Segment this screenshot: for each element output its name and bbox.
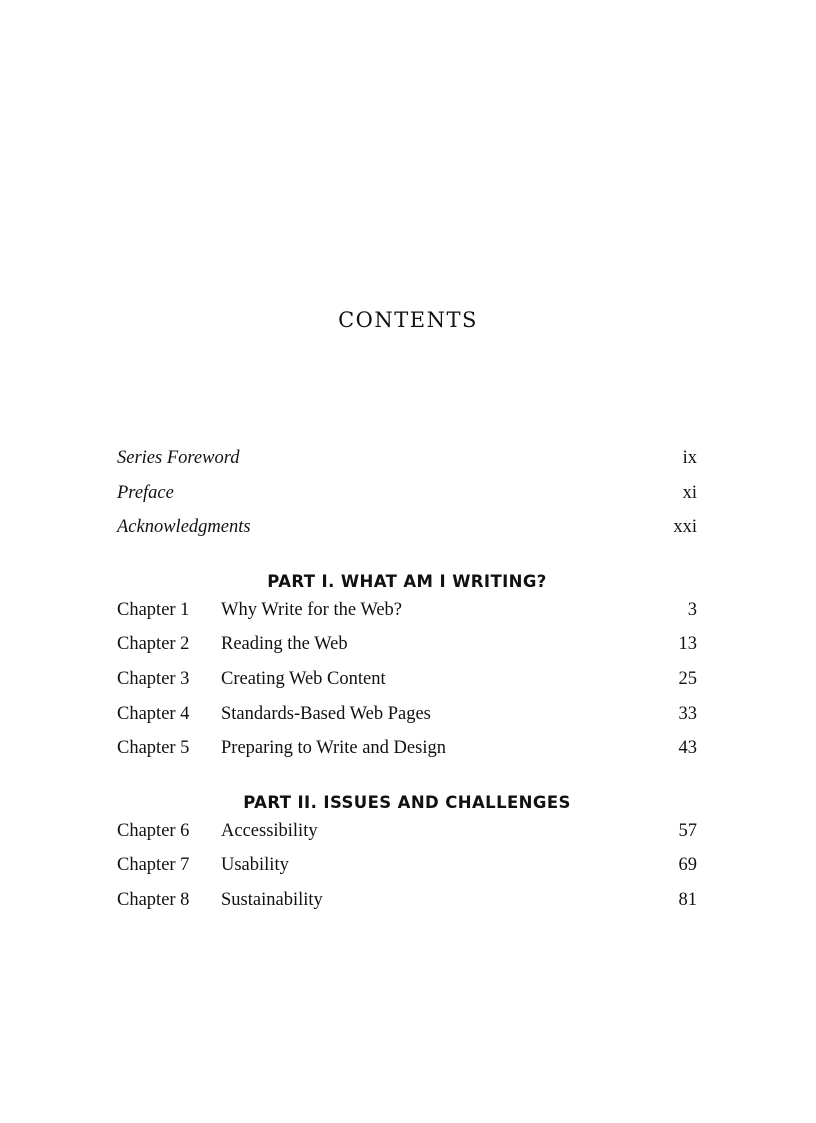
chapter-title: Standards-Based Web Pages xyxy=(221,703,431,724)
chapter-number: Chapter 1 xyxy=(117,599,190,620)
toc-entry-page: ix xyxy=(682,448,697,468)
toc-entry-chapter-7[interactable] xyxy=(117,855,697,890)
chapter-title: Usability xyxy=(221,855,289,876)
chapter-number: Chapter 7 xyxy=(117,855,190,876)
toc-entry-page: 81 xyxy=(678,889,697,910)
toc-entry-chapter-8[interactable] xyxy=(117,890,697,925)
table-of-contents xyxy=(117,448,697,925)
toc-entry-page: 43 xyxy=(678,738,697,759)
toc-entry-page: xxi xyxy=(673,517,697,538)
toc-entry-page: 33 xyxy=(678,703,697,724)
chapter-title: Creating Web Content xyxy=(221,668,386,689)
toc-entry-title: Series Foreword xyxy=(117,448,240,468)
toc-entry-chapter-1[interactable] xyxy=(117,600,697,635)
toc-entry-chapter-2[interactable] xyxy=(117,634,697,669)
toc-entry-page: 57 xyxy=(678,820,697,841)
toc-entry-chapter-6[interactable] xyxy=(117,821,697,856)
chapter-number: Chapter 3 xyxy=(117,668,190,689)
toc-entry-page: xi xyxy=(682,482,697,503)
chapter-title: Why Write for the Web? xyxy=(221,599,402,620)
chapter-title: Accessibility xyxy=(221,820,318,841)
toc-entry-chapter-4[interactable] xyxy=(117,704,697,739)
toc-entry-page: 25 xyxy=(678,668,697,689)
chapter-number: Chapter 5 xyxy=(117,738,190,759)
page-title: contents xyxy=(338,300,478,335)
chapter-number: Chapter 6 xyxy=(117,820,190,841)
chapter-title: Sustainability xyxy=(221,889,323,910)
toc-entry-chapter-3[interactable] xyxy=(117,669,697,704)
spacer xyxy=(117,773,697,785)
toc-entry-page: 3 xyxy=(687,599,697,620)
toc-entry-acknowledgments[interactable] xyxy=(117,517,697,552)
chapter-number: Chapter 4 xyxy=(117,703,190,724)
toc-entry-title: Preface xyxy=(117,482,174,503)
part-heading-1: PART I. WHAT AM I WRITING? xyxy=(267,571,547,591)
chapter-number: Chapter 8 xyxy=(117,889,190,910)
chapter-number: Chapter 2 xyxy=(117,634,190,655)
toc-entry-chapter-5[interactable] xyxy=(117,738,697,773)
toc-entry-title: Acknowledgments xyxy=(117,517,251,538)
toc-entry-page: 69 xyxy=(678,855,697,876)
toc-entry-series-foreword[interactable] xyxy=(117,448,697,483)
chapter-title: Preparing to Write and Design xyxy=(221,738,446,759)
toc-entry-preface[interactable] xyxy=(117,483,697,518)
part-heading-2: PART II. ISSUES AND CHALLENGES xyxy=(243,792,571,812)
spacer xyxy=(117,552,697,564)
chapter-title: Reading the Web xyxy=(221,634,348,655)
toc-entry-page: 13 xyxy=(678,634,697,655)
